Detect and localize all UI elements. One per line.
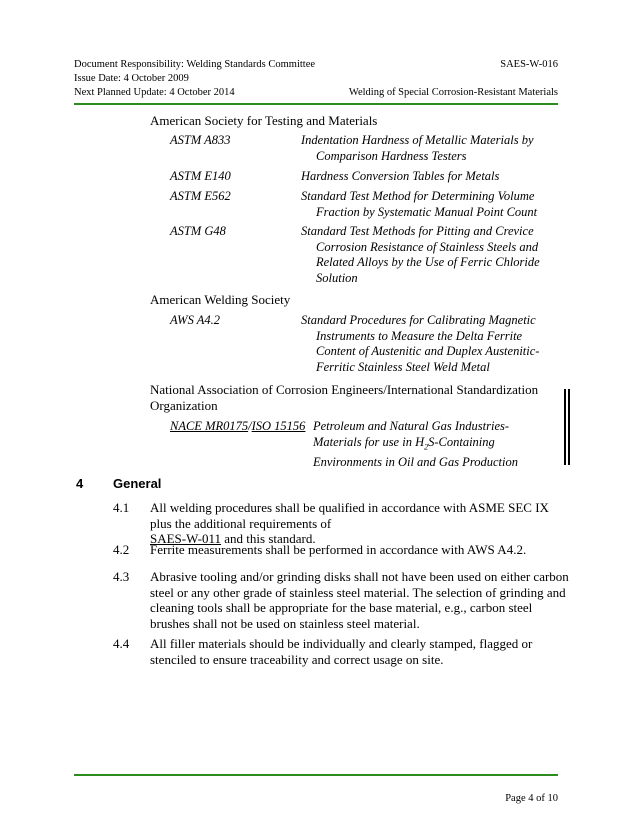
change-bar-2 [568, 389, 570, 465]
para-line: All filler materials should be individually and clearly stamped, flagged or [150, 636, 533, 651]
ref-line: Petroleum and Natural Gas Industries- [313, 419, 510, 433]
ref-id-astm-a833: ASTM A833 [170, 133, 231, 147]
doc-responsibility: Document Responsibility: Welding Standards Committee [74, 59, 316, 70]
ref-id-nace [170, 419, 305, 435]
ref-id-astm-e140: ASTM E140 [170, 169, 231, 183]
ref-id-aws-a4-2: AWS A4.2 [170, 313, 220, 327]
doc-number: SAES-W-016 [500, 59, 558, 70]
ref-title-astm-g48 [301, 224, 561, 286]
para-text: and this standard. [221, 531, 316, 546]
next-update: Next Planned Update: 4 October 2014 [74, 87, 235, 98]
change-bar-1 [564, 389, 566, 465]
ref-line: Indentation Hardness of Metallic Materials by [301, 133, 534, 147]
para-line: Abrasive tooling and/or grinding disks shall not have been used on either carbon [150, 569, 569, 584]
section-number: 4 [76, 476, 84, 491]
org-nace-line-2: Organization [150, 398, 218, 413]
iso-15156-link[interactable]: ISO 15156 [251, 419, 306, 433]
ref-title-astm-e140 [301, 169, 561, 185]
header-row-3 [74, 86, 558, 99]
header-row-2 [74, 72, 558, 85]
ref-line: Standard Procedures for Calibrating Magnetic [301, 313, 536, 327]
para-line: All welding procedures shall be qualified in accordance with ASME SEC IX [150, 500, 549, 515]
ref-line: Standard Test Method for Determining Volume [301, 189, 535, 203]
subscript-2: 2 [424, 442, 429, 451]
org-astm: American Society for Testing and Materials [150, 113, 378, 128]
ref-title-astm-a833 [301, 133, 561, 164]
ref-line: Instruments to Measure the Delta Ferrite [316, 328, 523, 343]
ref-title-nace [313, 419, 553, 470]
para-number: 4.4 [113, 636, 130, 651]
ref-text: S-Containing [428, 434, 495, 449]
id-separator: / [248, 419, 252, 433]
section-title: General [113, 476, 162, 491]
header-rule [74, 103, 558, 105]
issue-date: Issue Date: 4 October 2009 [74, 73, 189, 84]
para-number: 4.1 [113, 500, 130, 515]
para-line: cleaning tools shall be appropriate for the base material, e.g., carbon steel [150, 600, 533, 615]
ref-line: Content of Austenitic and Duplex Austenitic- [316, 344, 540, 358]
ref-line: Related Alloys by the Use of Ferric Chloride [316, 255, 540, 269]
para-line: steel or any other grade of stainless steel material. The selection of grinding and [150, 584, 566, 600]
para-number: 4.2 [113, 542, 130, 557]
para-4-1 [150, 500, 570, 547]
ref-line: Corrosion Resistance of Stainless Steels and [316, 239, 539, 254]
org-aws: American Welding Society [150, 292, 291, 307]
ref-id-astm-e562: ASTM E562 [170, 189, 231, 203]
ref-line: Solution [316, 270, 358, 285]
doc-title: Welding of Special Corrosion-Resistant Materials [348, 87, 558, 98]
ref-line: Standard Test Methods for Pitting and Crevice [301, 224, 534, 238]
org-nace-line-1: National Association of Corrosion Engineers/International Standardization [150, 382, 539, 397]
para-line: stenciled to ensure traceability and correct usage on site. [150, 651, 444, 667]
para-line: Ferrite measurements shall be performed in accordance with AWS A4.2. [150, 542, 527, 557]
ref-title-astm-e562 [301, 189, 561, 220]
footer-rule [74, 774, 558, 776]
para-4-4 [150, 636, 570, 667]
ref-line: Comparison Hardness Testers [316, 148, 467, 163]
ref-line-h2s [313, 435, 553, 455]
ref-line: Hardness Conversion Tables for Metals [301, 169, 500, 183]
nace-mr0175-link[interactable]: NACE MR0175 [170, 419, 249, 433]
ref-text: Materials for use in H [313, 434, 425, 449]
ref-line: Fraction by Systematic Manual Point Count [316, 204, 538, 219]
ref-title-aws-a4-2 [301, 313, 561, 375]
para-4-2 [150, 542, 570, 558]
para-4-3 [150, 569, 570, 631]
ref-id-astm-g48: ASTM G48 [170, 224, 226, 238]
ref-line: Environments in Oil and Gas Production [313, 454, 518, 469]
para-line: brushes shall not be used on stainless steel material. [150, 615, 420, 631]
saes-w-011-link[interactable]: SAES-W-011 [150, 531, 222, 546]
header-row-1 [74, 58, 558, 71]
para-text: plus the additional requirements of [150, 515, 332, 531]
page-number: Page 4 of 10 [505, 793, 558, 804]
ref-line: Ferritic Stainless Steel Weld Metal [316, 359, 490, 374]
para-number: 4.3 [113, 569, 130, 584]
